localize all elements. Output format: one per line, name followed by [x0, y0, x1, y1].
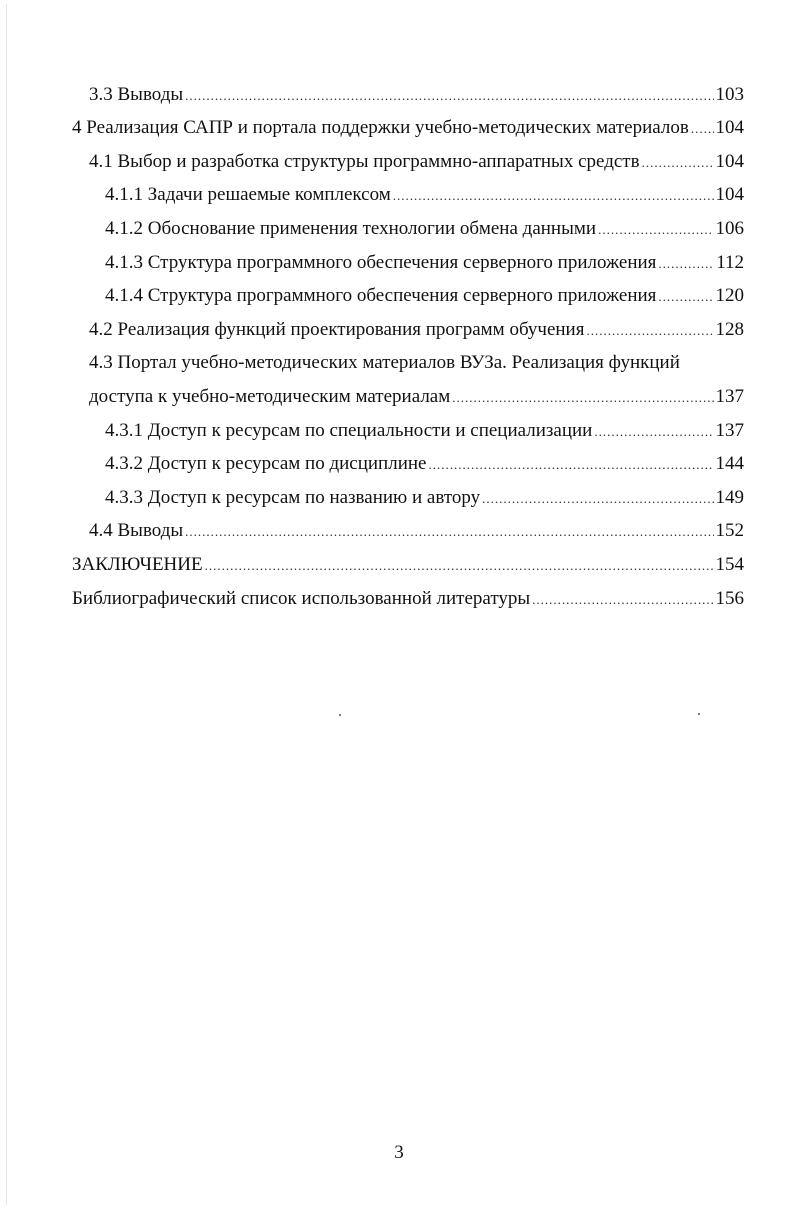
toc-entry-page: 149 — [715, 487, 744, 508]
toc-entry — [105, 284, 744, 309]
toc-entry-label: ЗАКЛЮЧЕНИЕ — [72, 554, 203, 575]
toc-entry — [105, 251, 744, 276]
toc-entry — [105, 419, 744, 444]
toc-entry-label: 4.1.4 Структура программного обеспечения серверного приложения — [105, 285, 657, 306]
toc-entry — [105, 183, 744, 208]
toc-entry — [89, 519, 744, 544]
scan-speck — [339, 714, 341, 716]
toc-entry-page: 106 — [715, 218, 744, 239]
toc-entry-label: 4.1.3 Структура программного обеспечения серверного приложения — [105, 252, 657, 273]
toc-entry-label: 4.4 Выводы — [89, 520, 184, 541]
toc-entry-page: 112 — [716, 252, 744, 273]
toc-leader-dots — [482, 487, 713, 511]
toc-entry — [89, 318, 744, 343]
toc-entry-page: 152 — [715, 520, 744, 541]
toc-entry — [105, 217, 744, 242]
toc-leader-dots — [185, 84, 713, 108]
toc-entry-label: 4.1.2 Обоснование применения технологии обмена данными — [105, 218, 597, 239]
toc-leader-dots — [642, 151, 714, 175]
toc-leader-dots — [452, 386, 713, 410]
toc-leader-dots — [691, 117, 714, 141]
toc-leader-dots — [586, 319, 713, 343]
toc-entry-label: Библиографический список использованной литературы — [72, 588, 531, 609]
toc-entry-page: 128 — [715, 319, 744, 340]
toc-entry-page: 154 — [715, 554, 744, 575]
toc-entry-label: доступа к учебно-методическим материалам — [89, 386, 451, 407]
toc-leader-dots — [185, 520, 713, 544]
toc-entry-label: 4.3.2 Доступ к ресурсам по дисциплине — [105, 453, 427, 474]
toc-entry-label: 4.1 Выбор и разработка структуры программно-аппаратных средств — [89, 151, 640, 172]
toc-leader-dots — [393, 184, 714, 208]
toc-entry-page: 104 — [715, 184, 744, 205]
toc-leader-dots — [428, 453, 713, 477]
toc-entry — [89, 385, 744, 410]
toc-entry-page: 120 — [715, 285, 744, 306]
toc-entry-page: 104 — [715, 151, 744, 172]
toc-entry-label: 4.2 Реализация функций проектирования программ обучения — [89, 319, 585, 340]
toc-leader-dots — [532, 588, 713, 612]
toc-entry-page: 103 — [715, 84, 744, 105]
toc-entry — [72, 116, 744, 141]
toc-entry — [89, 150, 744, 175]
toc-entry-page: 137 — [715, 420, 744, 441]
toc-entry-page: 144 — [715, 453, 744, 474]
toc-entry — [105, 486, 744, 511]
toc-entry-page: 156 — [715, 588, 744, 609]
toc-entry-label: 4.3.3 Доступ к ресурсам по названию и автору — [105, 487, 481, 508]
scan-speck — [698, 713, 700, 715]
toc-entry-page: 137 — [715, 386, 744, 407]
toc-leader-dots — [594, 420, 713, 444]
toc-leader-dots — [205, 554, 714, 578]
toc-entry-first-line: 4.3 Портал учебно-методических материалов ВУЗа. Реализация функций — [89, 352, 680, 373]
toc-entry-label: 4.1.1 Задачи решаемые комплексом — [105, 184, 391, 205]
toc-entry — [72, 553, 744, 578]
toc-entry-page: 104 — [715, 117, 744, 138]
page-number: 3 — [394, 1142, 404, 1163]
toc-entry-label: 4 Реализация САПР и портала поддержки учебно-методических материалов — [72, 117, 689, 138]
toc-entry — [105, 452, 744, 477]
toc-entry — [72, 587, 744, 612]
toc-leader-dots — [658, 252, 714, 276]
toc-entry-label: 4.3.1 Доступ к ресурсам по специальности и специализации — [105, 420, 593, 441]
toc-entry-label: 3.3 Выводы — [89, 84, 184, 105]
toc-leader-dots — [658, 285, 713, 309]
toc-leader-dots — [598, 218, 713, 242]
toc-entry — [89, 83, 744, 108]
